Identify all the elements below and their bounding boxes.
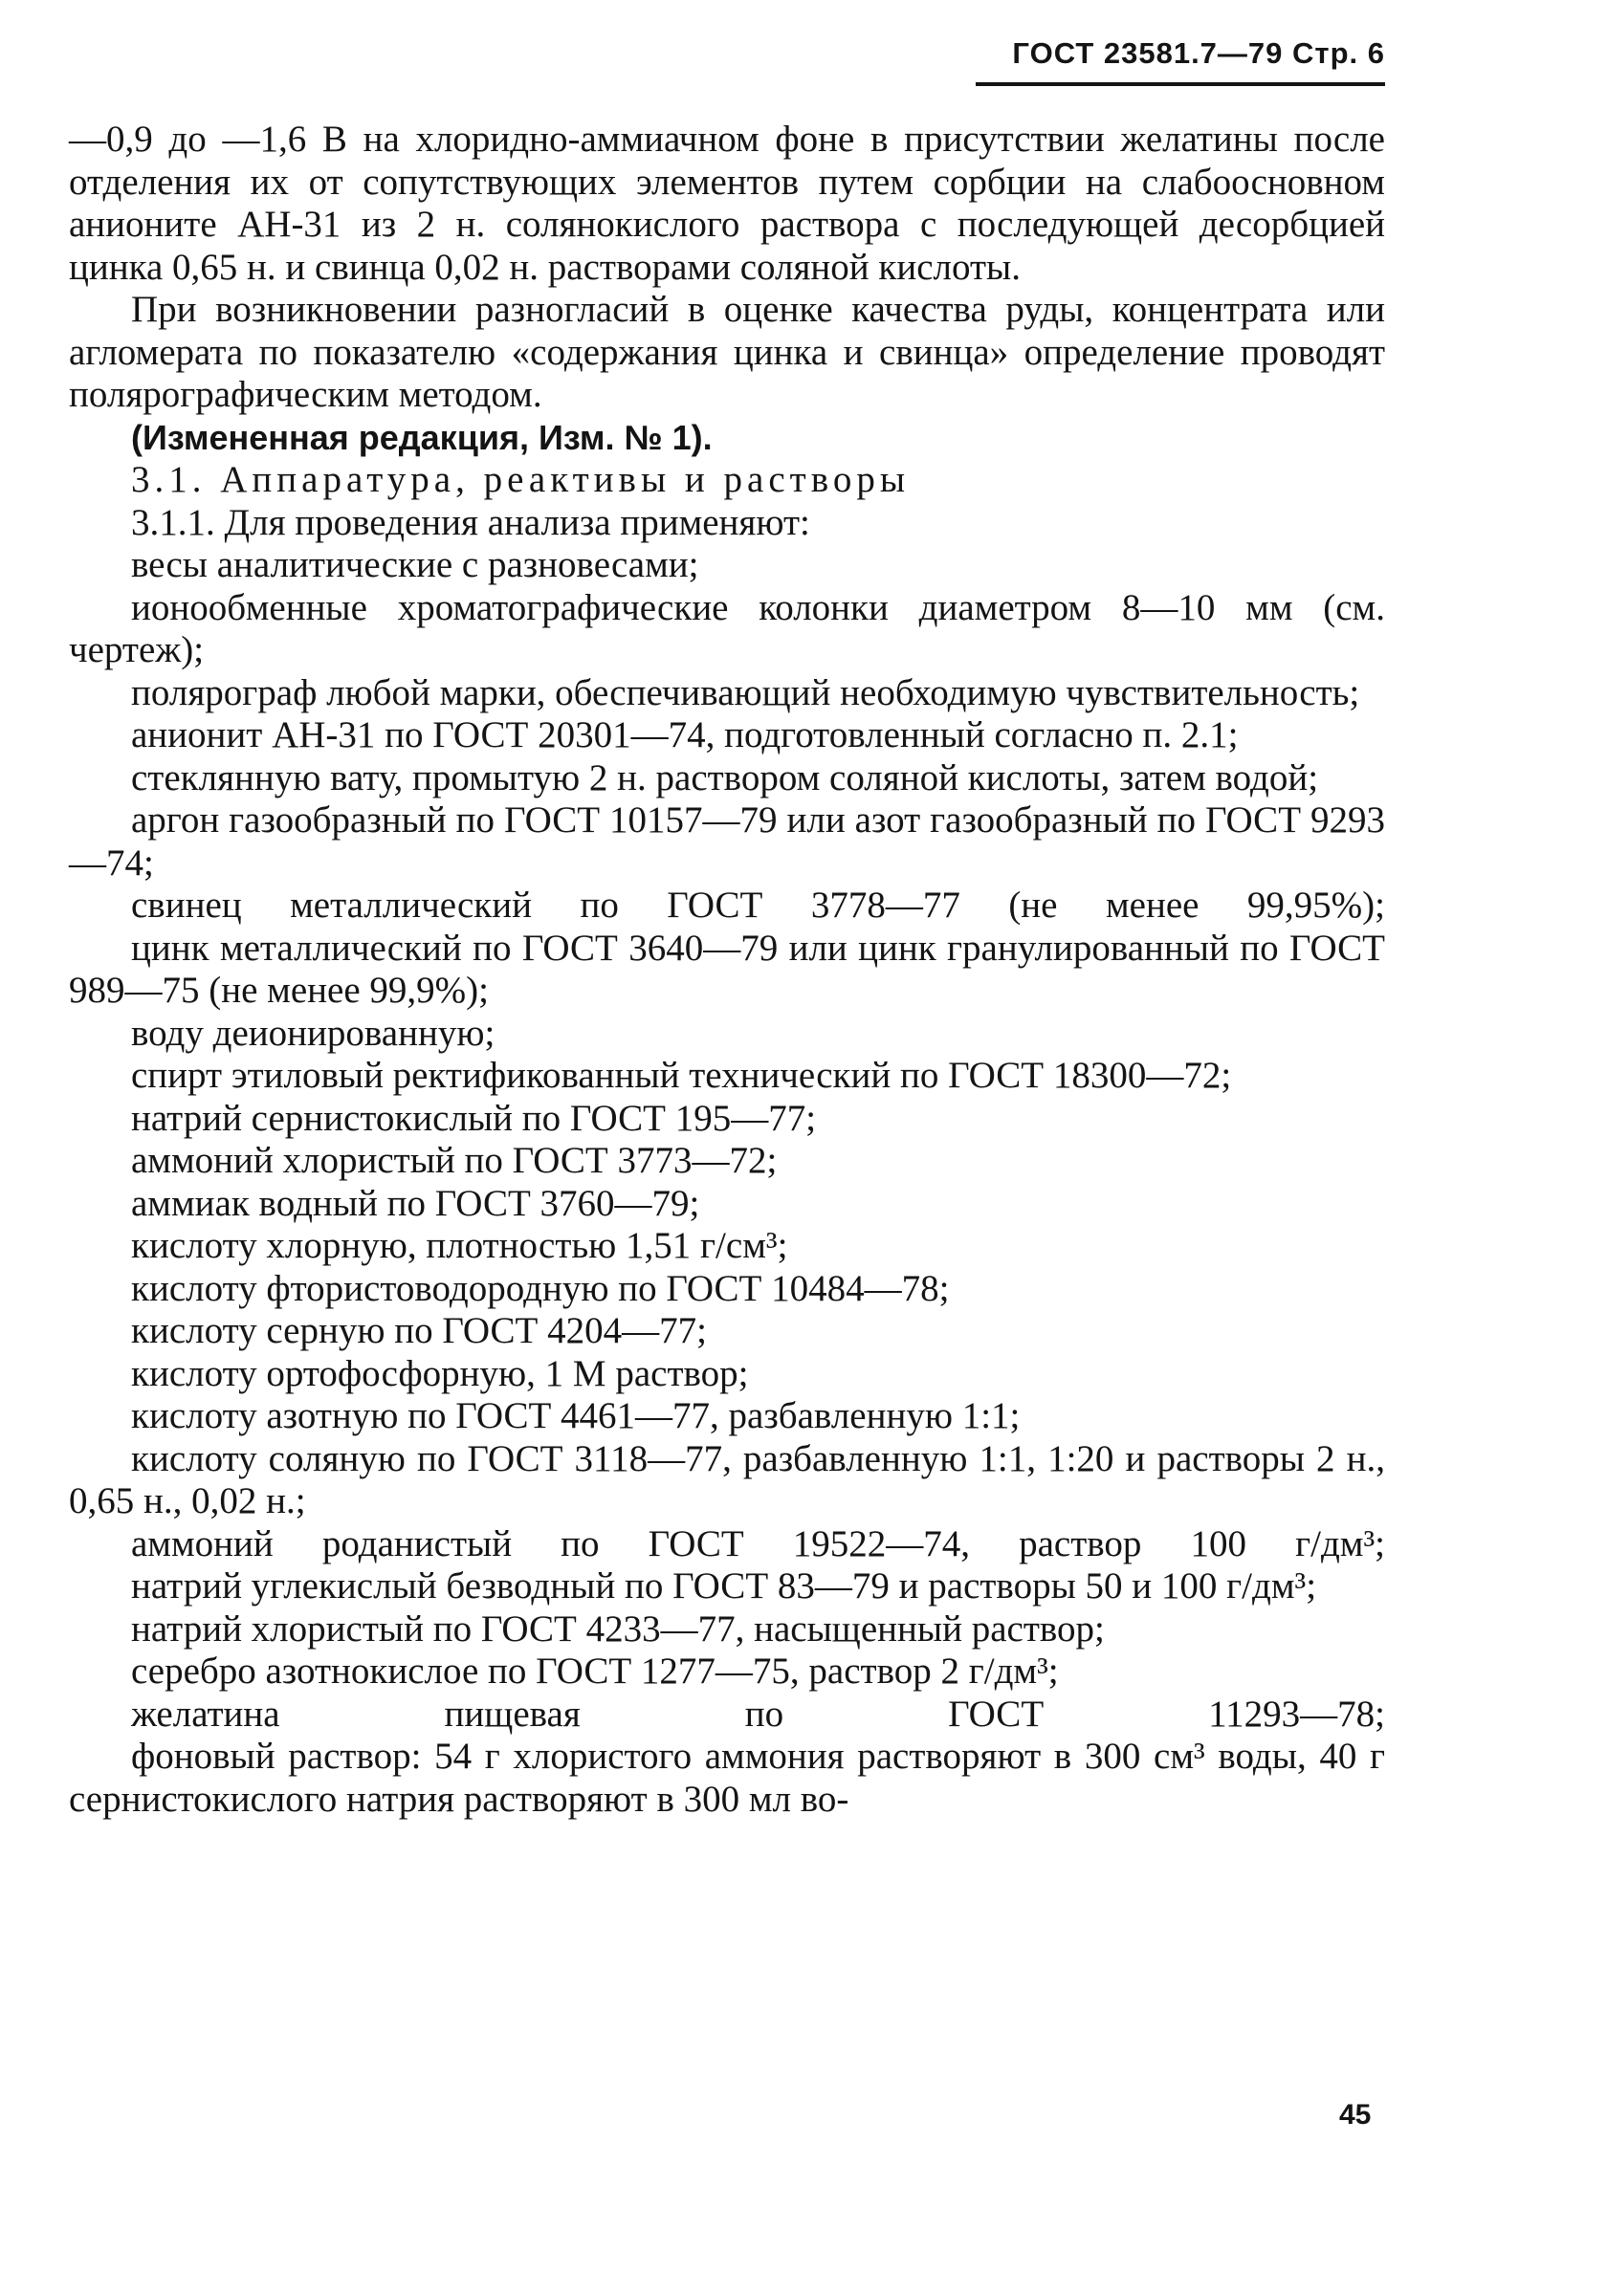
list-item: кислоту хлорную, плотностью 1,51 г/см³; <box>131 1225 788 1266</box>
list-item: стеклянную вату, промытую 2 н. раствором соляной кислоты, затем водой; <box>131 756 1319 798</box>
running-header: ГОСТ 23581.7—79 Стр. 6 <box>976 36 1385 86</box>
paragraph-continuation: —0,9 до —1,6 В на хлоридно-аммиачном фоне в присутствии желатины после отделения их от сопутствующих элементов путем сорбции на слабоосновном анионите АН-31 из 2 н. солянокислого раствора с последующей десорбцией цинка 0,65 н. и свинца 0,02 н. растворами соляной кислоты. <box>69 119 1385 288</box>
list-item: натрий хлористый по ГОСТ 4233—77, насыщенный раствор; <box>131 1607 1105 1650</box>
body-text <box>69 119 1385 1821</box>
list-item: желатина пищевая по ГОСТ 11293—78; <box>131 1693 1385 1735</box>
list-item: аммиак водный по ГОСТ 3760—79; <box>131 1182 700 1224</box>
section-heading: 3.1. Аппаратура, реактивы и растворы <box>131 459 911 500</box>
list-item: весы аналитические с разновесами; <box>131 544 699 585</box>
list-item: аммоний хлористый по ГОСТ 3773—72; <box>131 1140 778 1181</box>
list-item: кислоту соляную по ГОСТ 3118—77, разбавленную 1:1, 1:20 и растворы 2 н., 0,65 н., 0,02 н.; <box>69 1437 1385 1521</box>
list-item: аммоний роданистый по ГОСТ 19522—74, раствор 100 г/дм³; <box>131 1522 1385 1564</box>
paragraph-arbitration-note: При возникновении разногласий в оценке качества руды, концентрата или агломерата по показателю «содержания цинка и свинца» определение проводят полярографическим методом. <box>69 289 1385 415</box>
list-item: фоновый раствор: 54 г хлористого аммония растворяют в 300 см³ воды, 40 г сернистокислого натрия растворяют в 300 мл во- <box>69 1736 1385 1820</box>
list-item: аргон газообразный по ГОСТ 10157—79 или азот газообразный по ГОСТ 9293—74; <box>69 799 1385 884</box>
list-item: кислоту серную по ГОСТ 4204—77; <box>131 1310 707 1351</box>
list-item: свинец металлический по ГОСТ 3778—77 (не менее 99,95%); <box>131 885 1385 926</box>
list-item: натрий сернистокислый по ГОСТ 195—77; <box>131 1097 817 1139</box>
list-item: цинк металлический по ГОСТ 3640—79 или цинк гранулированный по ГОСТ 989—75 (не менее 99,9%); <box>69 927 1385 1011</box>
page-number: 45 <box>1339 2099 1372 2131</box>
subsection-intro: 3.1.1. Для проведения анализа применяют: <box>131 501 810 543</box>
list-item: анионит АН-31 по ГОСТ 20301—74, подготовленный согласно п. 2.1; <box>131 714 1239 755</box>
amendment-note: (Измененная редакция, Изм. № 1). <box>131 417 713 457</box>
list-item: полярограф любой марки, обеспечивающий необходимую чувствительность; <box>131 671 1360 713</box>
list-item: воду деионированную; <box>131 1012 495 1054</box>
list-item: кислоту фтористоводородную по ГОСТ 10484—78; <box>131 1267 950 1309</box>
list-item: ионообменные хроматографические колонки диаметром 8—10 мм (см. чертеж); <box>69 586 1385 670</box>
list-item: спирт этиловый ректификованный технический по ГОСТ 18300—72; <box>131 1055 1232 1096</box>
list-item: кислоту азотную по ГОСТ 4461—77, разбавленную 1:1; <box>131 1395 1021 1436</box>
list-item: кислоту ортофосфорную, 1 М раствор; <box>131 1352 749 1394</box>
list-item: натрий углекислый безводный по ГОСТ 83—79 и растворы 50 и 100 г/дм³; <box>131 1565 1317 1607</box>
list-item: серебро азотнокислое по ГОСТ 1277—75, раствор 2 г/дм³; <box>131 1651 1059 1692</box>
